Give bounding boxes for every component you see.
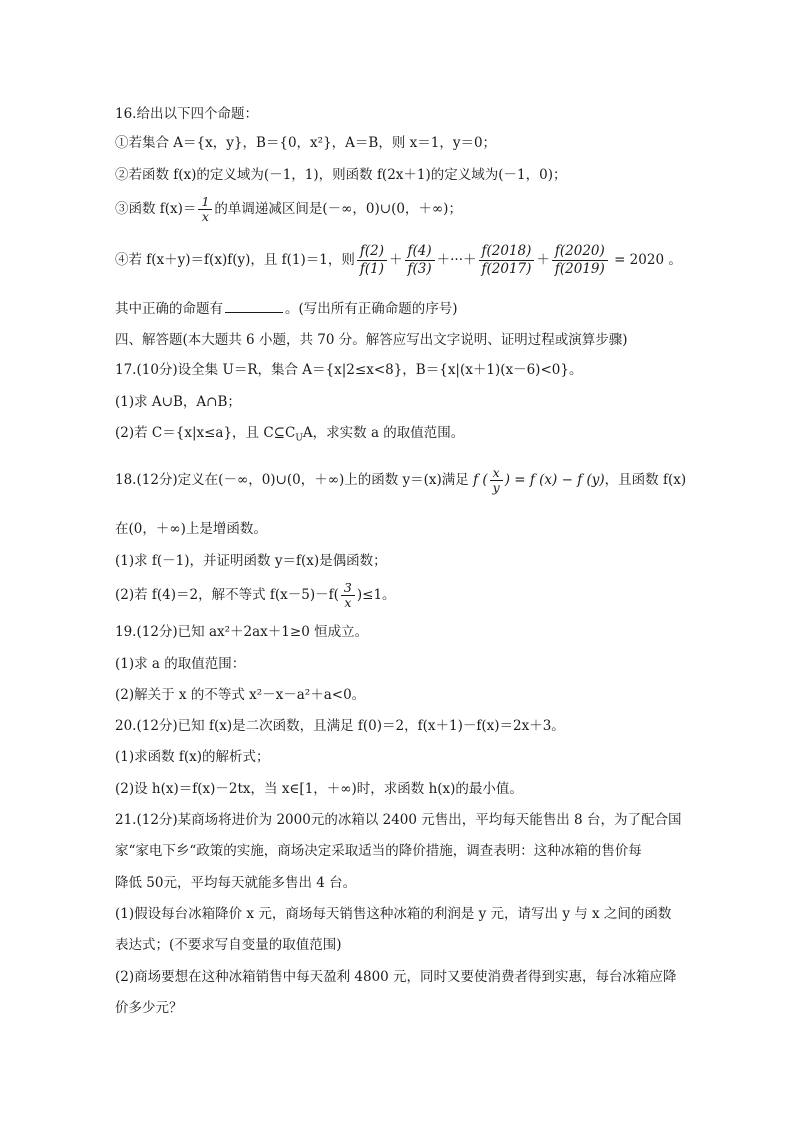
q17-stem: 17.(10分)设全集 U＝R，集合 A＝{x|2≤x<8}，B＝{x|(x＋1)(x－6)<0}。 xyxy=(115,362,583,378)
q17-part-2: (2)若 C＝{x|x≤a}，且 $C⊆C_UA$，求实数 a 的取值范围。 xyxy=(115,425,465,444)
fraction-f2018-f2017: $\frac{f(2018)}{f(2017)}$ xyxy=(479,243,535,278)
q21-part-1-line-2: 表达式；(不要求写自变量的取值范围) xyxy=(115,937,342,953)
q21-stem-line-2: 家“家电下乡“政策的实施，商场决定采取适当的降价措施，调查表明：这种冰箱的售价每 xyxy=(115,843,642,859)
q18-part-1: (1)求 f(－1)，并证明函数 y＝f(x)是偶函数； xyxy=(115,553,387,569)
fraction-x-over-y: $\frac{x}{y}$ xyxy=(490,466,503,495)
q20-part-1: (1)求函数 f(x)的解析式； xyxy=(115,749,270,765)
q20-stem: 20.(12分)已知 f(x)是二次函数，且满足 f(0)＝2，f(x＋1)－f(x)＝2x＋3。 xyxy=(115,718,565,734)
fraction-1-over-x: $\frac{1}{x}$ xyxy=(198,195,212,224)
answer-blank[interactable] xyxy=(225,300,283,313)
fraction-f4-f3: $\frac{f(4)}{f(3)}$ xyxy=(405,243,435,278)
q21-stem-line-1: 21.(12分)某商场将进价为 2000元的冰箱以 2400 元售出，平均每天能售出 8 台，为了配合国 xyxy=(115,812,682,828)
q16-proposition-2: ②若函数 f(x)的定义域为(－1，1)，则函数 f(2x＋1)的定义域为(－1，0)； xyxy=(115,167,567,183)
q18-part-2: (2)若 f(4)＝2，解不等式 f(x－5)－f( $\frac{3}{x}$ )≤1。 xyxy=(115,580,396,610)
fraction-f2-f1: $\frac{f(2)}{f(1)}$ xyxy=(357,243,387,278)
q16-proposition-1: ①若集合 A＝{x，y}，B＝{0，x²}，A＝B，则 x＝1，y＝0； xyxy=(115,135,497,151)
q16-proposition-3: ③函数 f(x)＝ $\frac{1}{x}$ 的单调递减区间是(－∞，0)∪(0，＋∞)； xyxy=(115,194,462,224)
q20-part-2: (2)设 h(x)＝f(x)－2tx，当 x∈[1，＋∞)时，求函数 h(x)的最小值。 xyxy=(115,781,523,797)
q19-stem: 19.(12分)已知 ax²＋2ax＋1≥0 恒成立。 xyxy=(115,624,369,640)
fraction-3-over-x: $\frac{3}{x}$ xyxy=(341,581,355,610)
q21-stem-line-3: 降低 50元，平均每天就能多售出 4 台。 xyxy=(115,875,357,891)
q21-part-2-line-2: 价多少元？ xyxy=(115,1000,183,1016)
q16-answer-prompt: 其中正确的命题有 。(写出所有正确命题的序号) xyxy=(115,301,458,317)
q18-stem: 18.(12分)定义在(－∞，0)∪(0，＋∞)上的函数 y＝(x)满足 f ( $\frac{x}{y}$ ) = f (x) − f (y)，且函数 f(x) xyxy=(115,465,687,495)
q19-part-1: (1)求 a 的取值范围： xyxy=(115,656,246,672)
section-4-heading: 四、解答题(本大题共 6 小题，共 70 分。解答应写出文字说明、证明过程或演算步骤) xyxy=(115,332,628,348)
q19-part-2: (2)解关于 x 的不等式 x²－x－a²＋a<0。 xyxy=(115,687,366,703)
q21-part-1-line-1: (1)假设每台冰箱降价 x 元，商场每天销售这种冰箱的利润是 y 元，请写出 y 与 x 之间的函数 xyxy=(115,906,672,922)
q17-part-1: (1)求 A∪B，A∩B； xyxy=(115,394,241,410)
q16-title: 16.给出以下四个命题： xyxy=(115,106,258,122)
q18-stem-line-2: 在(0，＋∞)上是增函数。 xyxy=(115,521,267,537)
fraction-f2020-f2019: $\frac{f(2020)}{f(2019)}$ xyxy=(552,243,608,278)
q16-proposition-4: ④若 f(x＋y)＝f(x)f(y)，且 f(1)＝1，则 $\frac{f(2)}{f(1)}$ ＋ $\frac{f(4)}{f(3)}$ ＋···＋ $\frac{f(2018)}{f(2017)}$ ＋ $\frac{f(2020)}{f(2019)}$ = 2020 。 xyxy=(115,243,682,277)
q21-part-2-line-1: (2)商场要想在这种冰箱销售中每天盈利 4800 元，同时又要使消费者得到实惠，每台冰箱应降 xyxy=(115,969,677,985)
